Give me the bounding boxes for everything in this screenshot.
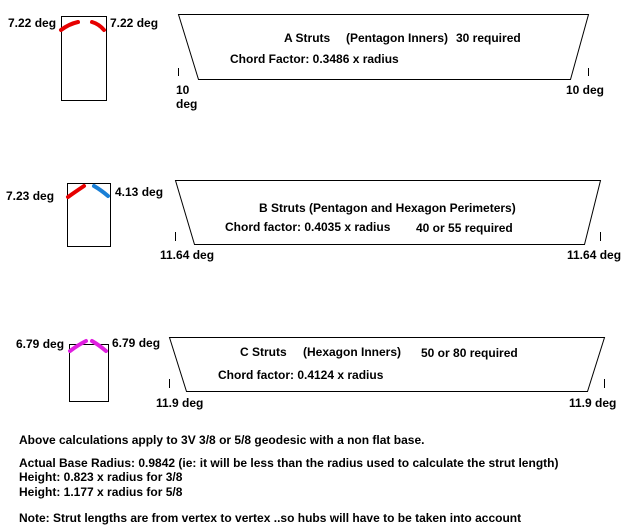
note-strut-lengths: Note: Strut lengths are from vertex to vertex ..so hubs will have to be taken into account (19, 511, 522, 525)
hub-a-right-mark (92, 22, 104, 30)
strut-a-end-left-unit: deg (176, 97, 198, 111)
note-base-radius: Actual Base Radius: 0.9842 (ie: it will be less than the radius used to calculate the strut length) (19, 456, 559, 470)
strut-a-end-left-angle: 10 (176, 83, 190, 97)
strut-a-shape (179, 15, 589, 80)
strut-a-title: A Struts (284, 31, 331, 45)
strut-b-end-right-angle: 11.64 deg (567, 248, 622, 262)
hub-b (68, 184, 111, 247)
hub-c (70, 341, 109, 402)
hub-a-body (62, 17, 107, 101)
strut-c-end-left-angle: 11.9 deg (156, 396, 204, 410)
strut-a-chord-factor: Chord Factor: 0.3486 x radius (230, 52, 399, 66)
strut-c-subtitle: (Hexagon Inners) (303, 345, 402, 359)
hub-a-right-angle: 7.22 deg (110, 16, 159, 30)
hub-c-body (70, 345, 109, 402)
strut-b-end-left-angle: 11.64 deg (160, 248, 215, 262)
note-height-5-8: Height: 1.177 x radius for 5/8 (19, 485, 183, 499)
strut-c-chord-factor: Chord factor: 0.4124 x radius (218, 368, 384, 382)
strut-a-required: 30 required (456, 31, 521, 45)
strut-b-title: B Struts (Pentagon and Hexagon Perimeters) (259, 201, 516, 215)
hub-b-right-mark (94, 186, 108, 196)
strut-a-subtitle: (Pentagon Inners) (346, 31, 449, 45)
hub-a-left-angle: 7.22 deg (8, 16, 57, 30)
strut-a-end-right-angle: 10 deg (566, 83, 605, 97)
note-height-3-8: Height: 0.823 x radius for 3/8 (19, 470, 183, 484)
hub-c-left-angle: 6.79 deg (16, 337, 65, 351)
note-applies: Above calculations apply to 3V 3/8 or 5/8 geodesic with a non flat base. (19, 433, 425, 447)
strut-c-end-right-angle: 11.9 deg (569, 396, 617, 410)
strut-b-required: 40 or 55 required (416, 221, 513, 235)
hub-b-left-angle: 7.23 deg (6, 189, 55, 203)
hub-a-left-mark (61, 22, 78, 30)
hub-c-left-mark (70, 341, 86, 351)
hub-b-right-angle: 4.13 deg (115, 185, 164, 199)
hub-c-right-angle: 6.79 deg (112, 336, 161, 350)
strut-b-chord-factor: Chord factor: 0.4035 x radius (225, 220, 391, 234)
hub-b-left-mark (68, 186, 84, 197)
strut-c-title: C Struts (240, 345, 287, 359)
hub-a (61, 17, 107, 101)
strut-c-required: 50 or 80 required (421, 346, 518, 360)
hub-c-right-mark (92, 341, 106, 351)
